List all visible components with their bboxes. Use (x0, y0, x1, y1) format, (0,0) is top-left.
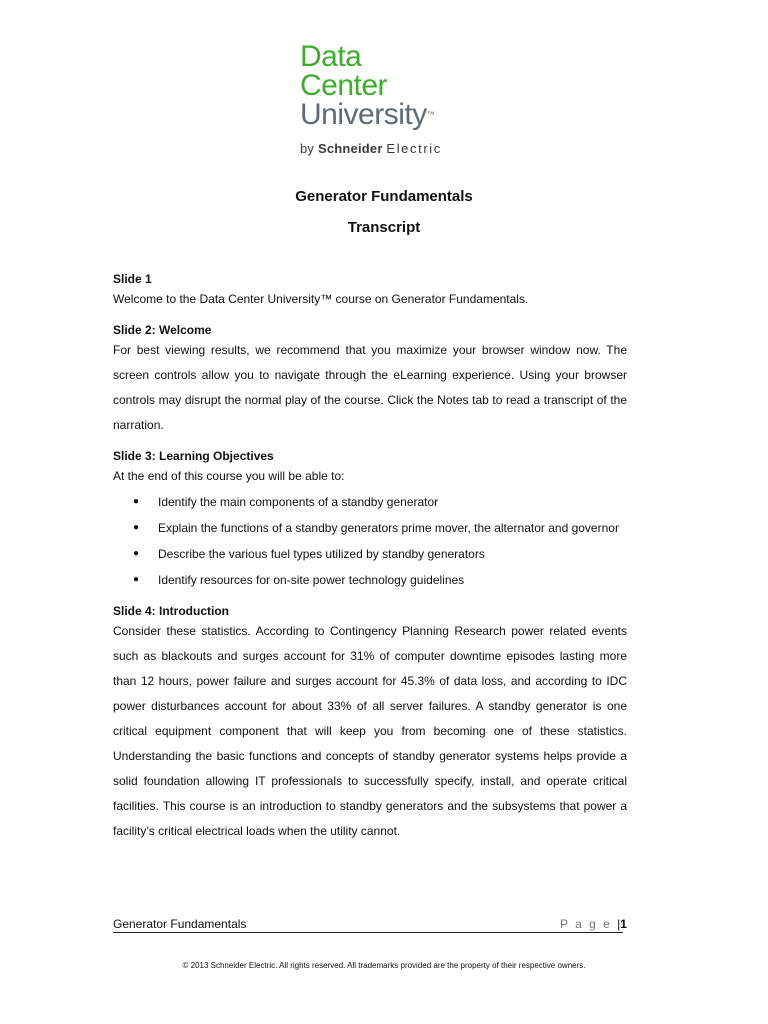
slide-2-text: For best viewing results, we recommend that you maximize your browser window now. The screen controls allow you to navigate through the eLearning experience. Using your browser controls may disrupt the normal play of the course. Click the Notes tab to read a transcript of the narration. (113, 343, 627, 432)
slide-4-text: Consider these statistics. According to Contingency Planning Research power related events such as blackouts and surges account for 31% of computer downtime episodes lasting more than 12 hours, power failure and surges account for 45.3% of data loss, and according to IDC power disturbances account for about 33% of all server failures. A standby generator is one critical equipment component that will keep you from becoming one of these statistics. Understanding the basic functions and concepts of standby generator systems helps provide a solid foundation allowing IT professionals to successfully specify, install, and operate critical facilities. This course is an introduction to standby generators and the subsystems that power a facility’s critical electrical loads when the utility cannot. (113, 624, 627, 838)
document-subtitle: Transcript (347, 219, 421, 236)
logo-line-university: University™ (300, 98, 435, 131)
list-item: ● Describe the various fuel types utilized by standby generators (113, 541, 627, 567)
list-item: ● Identify the main components of a standby generator (113, 489, 627, 515)
slide-2-heading: Slide 2: Welcome (113, 323, 212, 337)
page-number: P a g e |1 (560, 917, 627, 931)
copyright-notice: © 2013 Schneider Electric. All rights reserved. All trademarks provided are the property of their respective owners. (182, 961, 586, 970)
slide-3-intro: At the end of this course you will be able to: (113, 469, 345, 483)
logo-byline: by Schneider Electric (300, 141, 442, 156)
logo-line-data: Data (300, 40, 362, 73)
document-title: Generator Fundamentals (295, 188, 473, 205)
bullet-icon: ● (133, 522, 140, 533)
logo-line-center: Center (300, 69, 388, 102)
list-item: ● Identify resources for on-site power technology guidelines (113, 567, 627, 593)
slide-1-heading: Slide 1 (113, 272, 152, 286)
bullet-icon: ● (133, 574, 140, 585)
slide-4-heading: Slide 4: Introduction (113, 604, 229, 618)
list-item: ● Explain the functions of a standby generators prime mover, the alternator and governor (113, 515, 627, 541)
transcript-body (113, 271, 627, 844)
objectives-list (113, 489, 627, 593)
slide-3-heading: Slide 3: Learning Objectives (113, 449, 274, 463)
bullet-icon: ● (133, 548, 140, 559)
footer-title: Generator Fundamentals (113, 917, 247, 931)
footer-divider (113, 932, 623, 933)
slide-1-text: Welcome to the Data Center University™ course on Generator Fundamentals. (113, 292, 529, 306)
bullet-icon: ● (133, 496, 140, 507)
dcu-logo (300, 42, 470, 156)
